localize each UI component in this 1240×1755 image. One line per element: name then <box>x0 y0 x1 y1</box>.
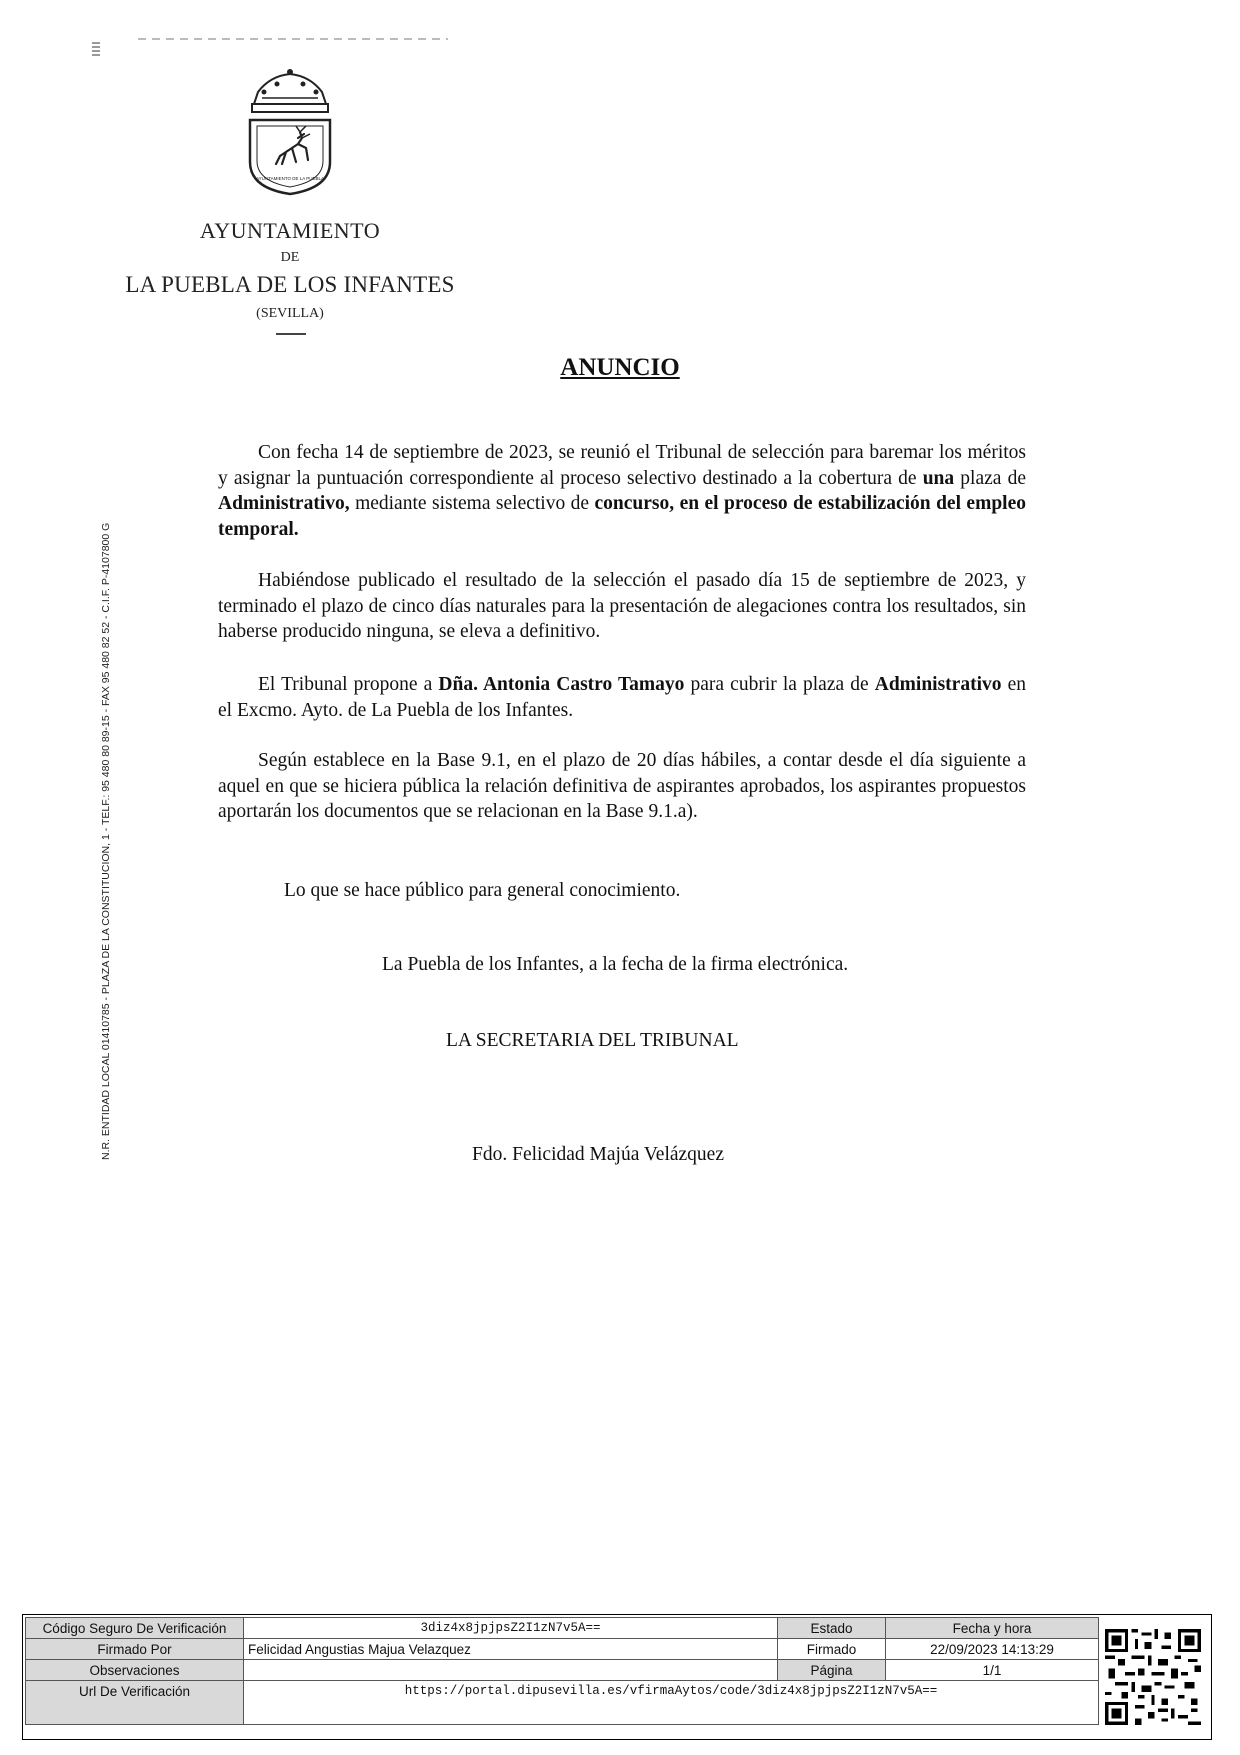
csv-label: Código Seguro De Verificación <box>26 1618 244 1639</box>
estado-label: Estado <box>778 1618 886 1639</box>
scan-mark <box>92 42 100 56</box>
firmado-por-value: Felicidad Angustias Majua Velazquez <box>244 1639 778 1660</box>
letterhead-line-2: DE <box>280 250 300 265</box>
closing-place-date: La Puebla de los Infantes, a la fecha de la firma electrónica. <box>382 954 849 975</box>
verification-table <box>25 1617 1099 1725</box>
observaciones-value <box>244 1660 778 1681</box>
municipal-crest-icon <box>240 68 340 196</box>
letterhead-line-1: AYUNTAMIENTO <box>199 218 381 243</box>
verification-box <box>22 1614 1212 1740</box>
paragraph-1: Con fecha 14 de septiembre de 2023, se reunió el Tribunal de selección para baremar los méritos y asignar la puntuación correspondiente al proceso selectivo destinado a la cobertura de una plaza de Administrativo, mediante sistema selectivo de concurso, en el proceso de estabilización del empleo temporal. <box>218 442 1026 540</box>
letterhead-line-4: (SEVILLA) <box>256 306 324 321</box>
scan-smudge <box>138 38 448 40</box>
letterhead-line-3: LA PUEBLA DE LOS INFANTES <box>125 272 455 297</box>
csv-value: 3diz4x8jpjpsZ2I1zN7v5A== <box>244 1618 778 1639</box>
letterhead-rule <box>276 333 306 335</box>
url-value[interactable]: https://portal.dipusevilla.es/vfirmaAytos/code/3diz4x8jpjpsZ2I1zN7v5A== <box>244 1681 1099 1725</box>
qr-code-icon <box>1105 1623 1201 1731</box>
fecha-value: 22/09/2023 14:13:29 <box>886 1639 1099 1660</box>
paragraph-2: Habiéndose publicado el resultado de la selección el pasado día 15 de septiembre de 2023, y terminado el plazo de cinco días naturales para la presentación de alegaciones contra los resultados, sin haberse producido ninguna, se eleva a definitivo. <box>218 570 1026 642</box>
closing-signature: Fdo. Felicidad Majúa Velázquez <box>472 1144 724 1165</box>
pagina-label: Página <box>778 1660 886 1681</box>
page-title: ANUNCIO <box>560 354 680 381</box>
pagina-value: 1/1 <box>886 1660 1099 1681</box>
fecha-label: Fecha y hora <box>886 1618 1099 1639</box>
svg-text:AYUNTAMIENTO DE LA PUEBLA: AYUNTAMIENTO DE LA PUEBLA <box>255 176 325 181</box>
closing-public: Lo que se hace público para general conocimiento. <box>284 880 681 901</box>
observaciones-label: Observaciones <box>26 1660 244 1681</box>
side-registry-text: N.R. ENTIDAD LOCAL 01410785 - PLAZA DE LA CONSTITUCION, 1 - TELF.: 95 480 80 89-15 - FAX 95 480 82 52 - C.I.F. P-4107800 G <box>100 522 112 1160</box>
paragraph-3: El Tribunal propone a Dña. Antonia Castro Tamayo para cubrir la plaza de Administrativo en el Excmo. Ayto. de La Puebla de los Infantes. <box>218 674 1026 721</box>
url-label: Url De Verificación <box>26 1681 244 1725</box>
firmado-por-label: Firmado Por <box>26 1639 244 1660</box>
estado-value: Firmado <box>778 1639 886 1660</box>
closing-role: LA SECRETARIA DEL TRIBUNAL <box>446 1030 739 1051</box>
paragraph-4: Según establece en la Base 9.1, en el plazo de 20 días hábiles, a contar desde el día siguiente a aquel en que se hiciera pública la relación definitiva de aspirantes aprobados, los aspirantes propuestos aportarán los documentos que se relacionan en la Base 9.1.a). <box>218 750 1026 822</box>
